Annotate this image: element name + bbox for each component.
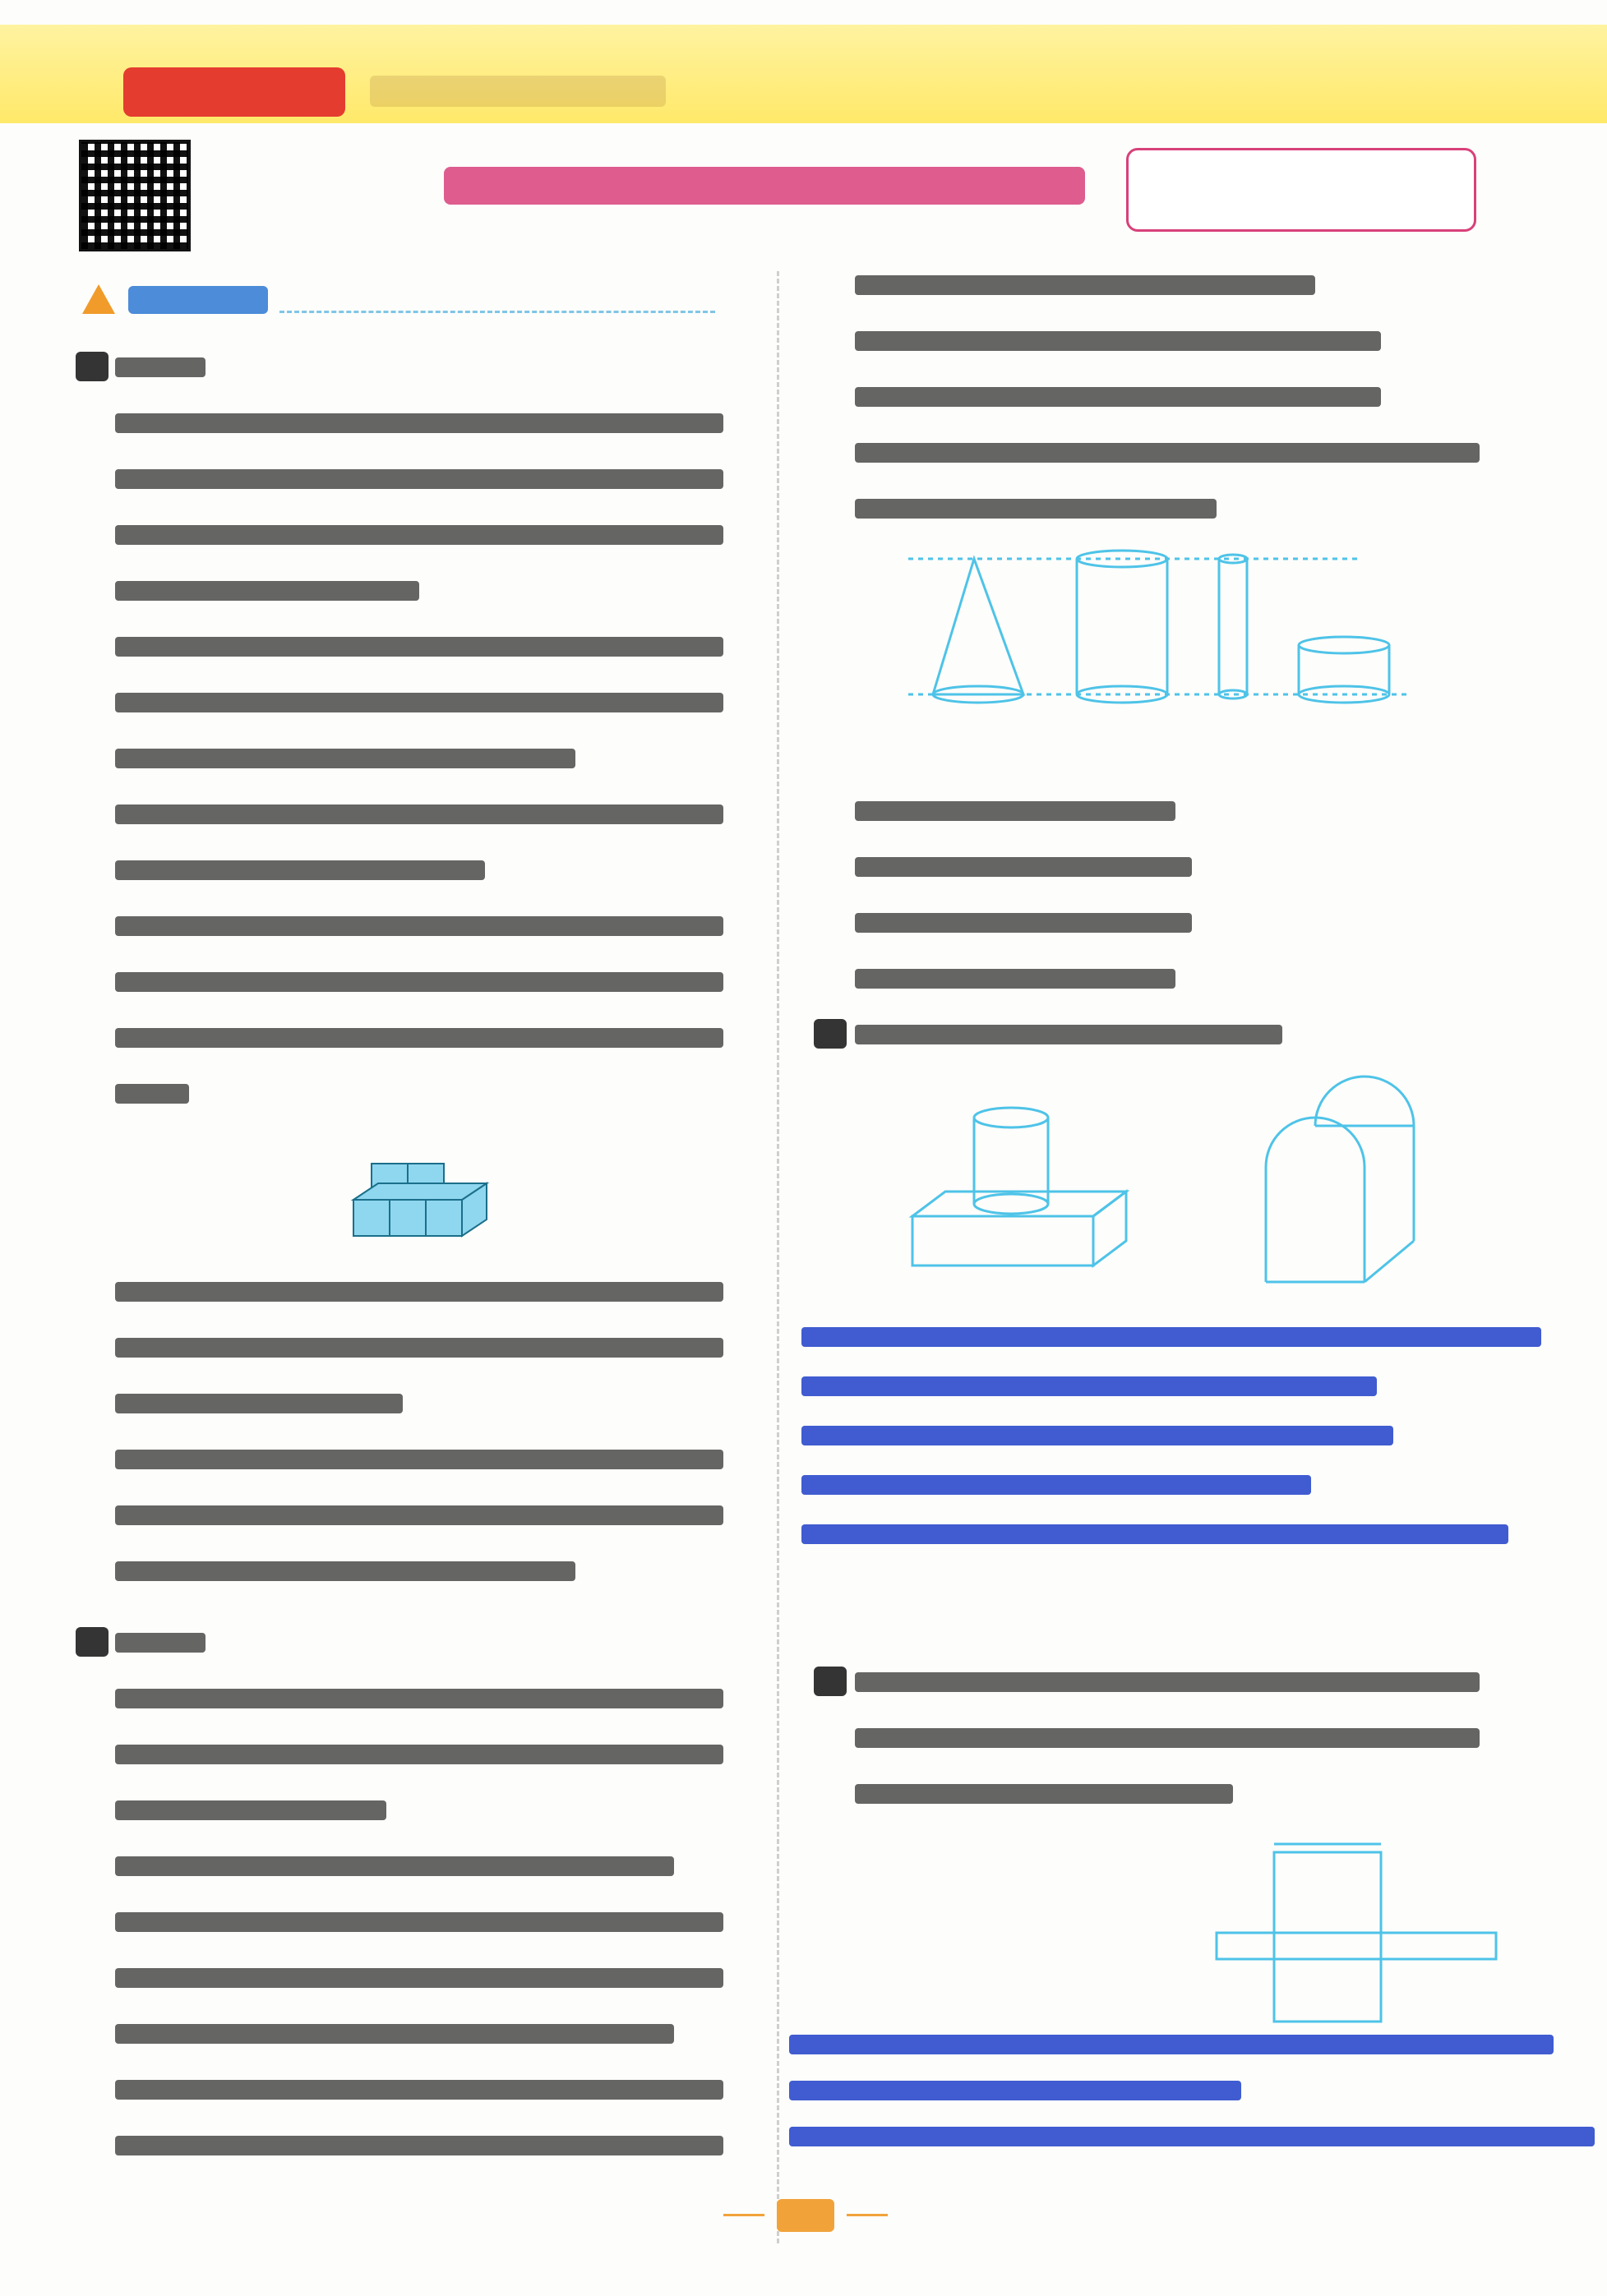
- brand-logo: [123, 67, 345, 117]
- cylinders-cones-figure: [900, 542, 1443, 772]
- page-footer: [723, 2199, 888, 2232]
- page-number: [777, 2199, 834, 2232]
- question-1-text: [115, 357, 740, 1140]
- footer-dash: [723, 2214, 764, 2216]
- question-2-continued: [855, 275, 1504, 555]
- question-number: [76, 352, 109, 381]
- question-number: [76, 1627, 109, 1657]
- subject-subtitle: [370, 76, 666, 107]
- question-4-text: [855, 1672, 1504, 1840]
- qr-code-icon[interactable]: [79, 140, 191, 251]
- section-heading-rule: [279, 311, 715, 313]
- section-heading: [82, 279, 732, 319]
- sail-icon: [82, 284, 115, 314]
- question-1-continued: [115, 1282, 740, 1617]
- question-2-text: [115, 1633, 740, 2192]
- question-2-options: [855, 801, 1504, 1025]
- topic-tag: [1126, 148, 1476, 232]
- column-divider: [777, 271, 779, 2243]
- header-banner: [0, 25, 1607, 123]
- composite-solids-figure: [855, 1068, 1480, 1315]
- question-number: [814, 1667, 847, 1696]
- cube-stack-figure: [345, 1142, 501, 1257]
- question-3-answer: [801, 1327, 1574, 1574]
- lesson-title-text: [444, 167, 1085, 205]
- question-4-answer: [789, 2035, 1595, 2173]
- question-number: [814, 1019, 847, 1049]
- footer-dash: [847, 2214, 888, 2216]
- box-net-figure: [1208, 1833, 1521, 2030]
- section-heading-label: [128, 286, 268, 314]
- lesson-title: [444, 152, 1101, 218]
